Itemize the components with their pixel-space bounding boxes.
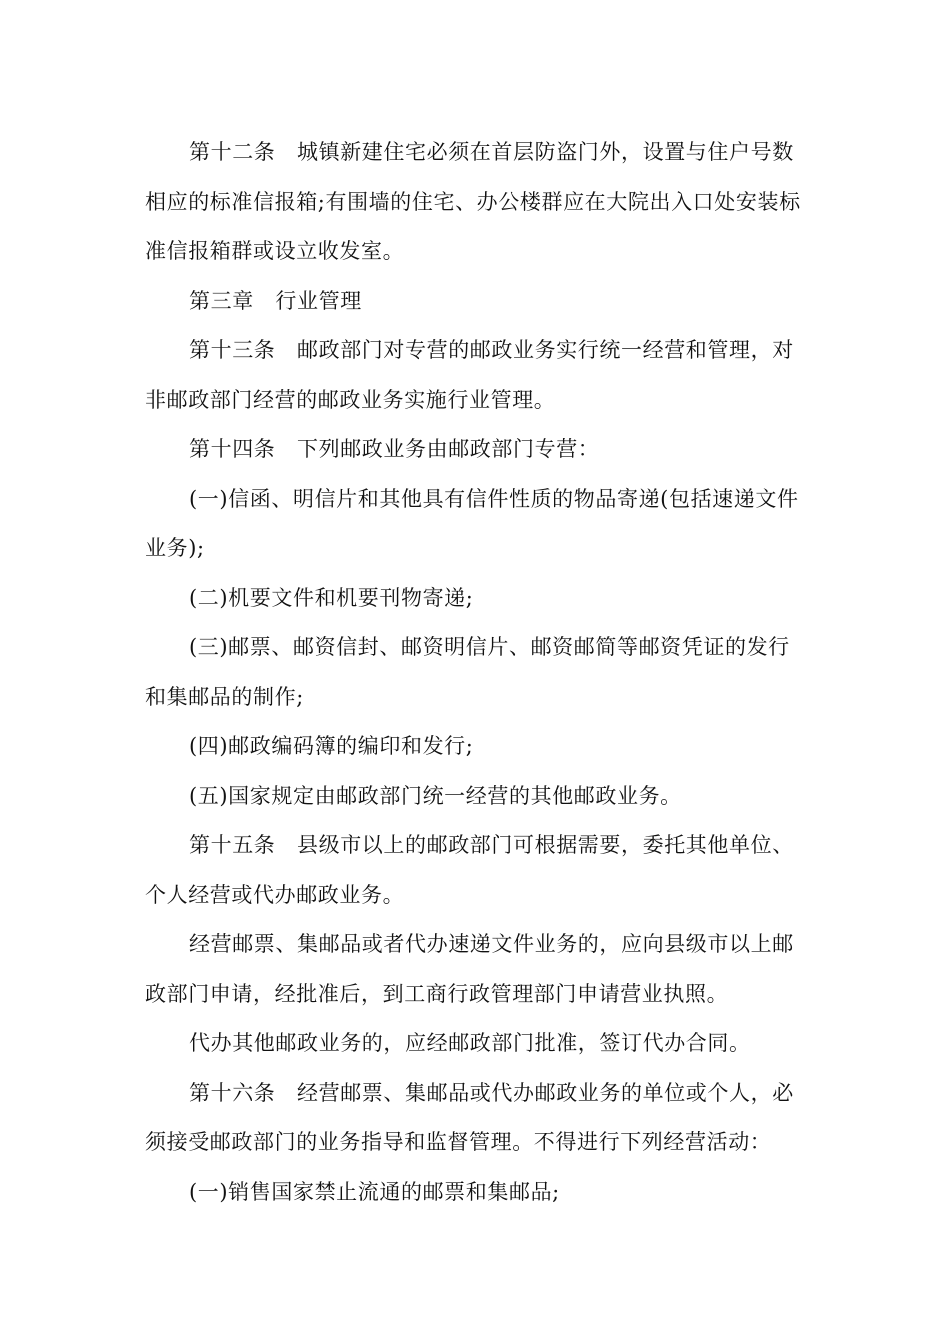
list-item-1: (一)信函、明信片和其他具有信件性质的物品寄递(包括速递文件业务); <box>145 486 799 560</box>
paragraph-article-15-part-2: 经营邮票、集邮品或者代办速递文件业务的，应向县级市以上邮政部门申请，经批准后，到工商行政管理部门申请营业执照。 <box>145 932 794 1006</box>
list-item-3: (三)邮票、邮资信封、邮资明信片、邮资邮简等邮资凭证的发行和集邮品的制作; <box>145 635 790 709</box>
paragraph-article-14: 第十四条 下列邮政业务由邮政部门专营： <box>189 437 600 461</box>
paragraph-article-16: 第十六条 经营邮票、集邮品或代办邮政业务的单位或个人，必须接受邮政部门的业务指导和监督管理。不得进行下列经营活动： <box>145 1080 794 1154</box>
list-item-article-16-1: (一)销售国家禁止流通的邮票和集邮品; <box>189 1179 560 1204</box>
paragraph-article-13: 第十三条 邮政部门对专营的邮政业务实行统一经营和管理，对非邮政部门经营的邮政业务实施行业管理。 <box>145 338 794 412</box>
list-item-4: (四)邮政编码簿的编印和发行; <box>189 734 474 758</box>
paragraph-article-12: 第十二条 城镇新建住宅必须在首层防盗门外，设置与住户号数相应的标准信报箱;有围墙的住宅、办公楼群应在大院出入口处安装标准信报箱群或设立收发室。 <box>145 140 801 263</box>
document-body <box>145 128 810 1217</box>
list-item-5: (五)国家规定由邮政部门统一经营的其他邮政业务。 <box>189 783 682 808</box>
paragraph-article-15-part-3: 代办其他邮政业务的，应经邮政部门批准，签订代办合同。 <box>189 1031 751 1055</box>
list-item-2: (二)机要文件和机要刊物寄递; <box>189 585 474 610</box>
chapter-heading-3: 第三章 行业管理 <box>189 288 362 313</box>
paragraph-article-15: 第十五条 县级市以上的邮政部门可根据需要，委托其他单位、个人经营或代办邮政业务。 <box>145 833 794 907</box>
